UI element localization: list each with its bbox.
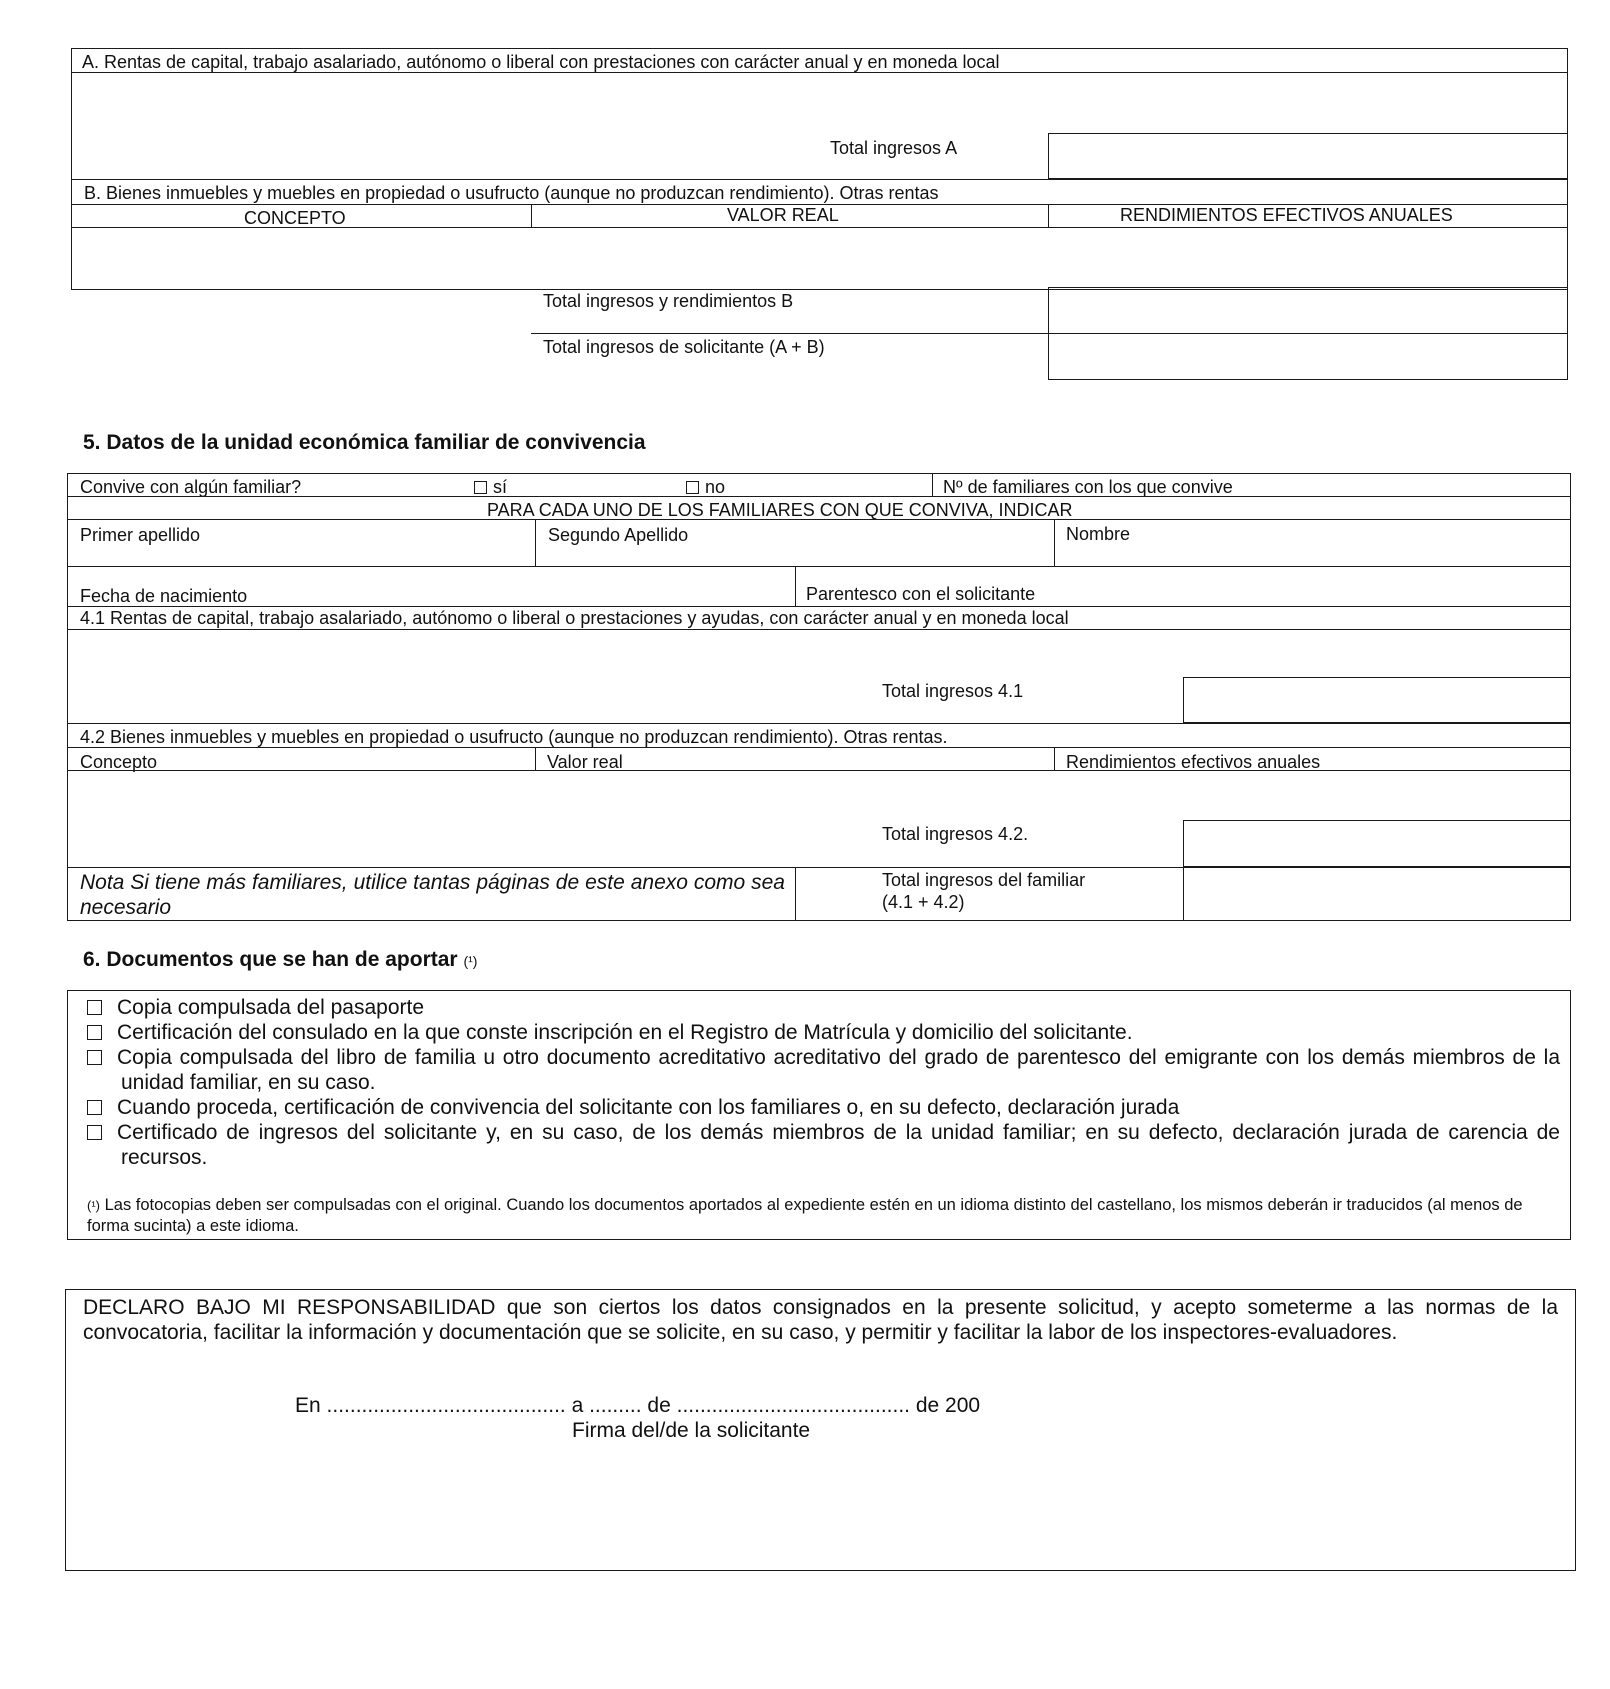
column-rendimientos: RENDIMIENTOS EFECTIVOS ANUALES	[1120, 205, 1453, 225]
sub42-total-label: Total ingresos 4.2.	[882, 824, 1029, 844]
option-no[interactable]	[686, 477, 725, 497]
divider	[71, 179, 1568, 180]
footnote-text: Las fotocopias deben ser compulsadas con el original. Cuando los documentos aportados al expediente estén en un idioma distinto del castellano, los mismos deberán ir traducidos (al menos de forma sucinta) a este idioma.	[87, 1196, 1523, 1235]
divider	[1054, 519, 1055, 566]
sub42-title: 4.2 Bienes inmuebles y muebles en propiedad o usufructo (aunque no produzcan rendimiento). Otras rentas.	[80, 727, 948, 747]
divider	[1048, 204, 1049, 227]
section-6-heading-text: 6. Documentos que se han de aportar	[83, 948, 458, 971]
divider	[67, 566, 1571, 567]
checkbox-yes-icon[interactable]	[474, 481, 487, 494]
checkbox-icon[interactable]	[87, 1100, 102, 1115]
lives-with-question: Convive con algún familiar?	[80, 477, 302, 497]
total-income-a-label: Total ingresos A	[830, 138, 958, 158]
document-item[interactable]	[87, 1020, 1560, 1045]
second-surname-label: Segundo Apellido	[548, 525, 689, 545]
total-income-b-label: Total ingresos y rendimientos B	[543, 291, 794, 311]
divider	[67, 496, 1571, 497]
first-surname-label: Primer apellido	[80, 525, 201, 545]
section-6-heading	[83, 948, 477, 972]
checkbox-icon[interactable]	[87, 1000, 102, 1015]
divider	[67, 519, 1571, 520]
date-place-line[interactable]: En ......................................... a ......... de ........................................ de 200	[295, 1394, 981, 1417]
footnote-mark: (¹)	[87, 1198, 100, 1213]
checkbox-icon[interactable]	[87, 1025, 102, 1040]
divider	[67, 629, 1571, 630]
option-yes-label: sí	[493, 477, 508, 497]
document-item[interactable]	[87, 1045, 1560, 1095]
divider	[67, 770, 1571, 771]
option-no-label: no	[705, 477, 726, 497]
num-relatives-label: Nº de familiares con los que convive	[943, 477, 1233, 497]
checkbox-no-icon[interactable]	[686, 481, 699, 494]
relative-total-label-line2: (4.1 + 4.2)	[882, 892, 965, 912]
sub42-total-field[interactable]	[1183, 820, 1571, 867]
relative-total-label-line1: Total ingresos del familiar	[882, 870, 1086, 890]
extra-relatives-note: Nota Si tiene más familiares, utilice tantas páginas de este anexo como sea necesario	[80, 871, 785, 919]
divider	[71, 227, 1568, 228]
section-b-title: B. Bienes inmuebles y muebles en propiedad o usufructo (aunque no produzcan rendimiento). Otras rentas	[84, 183, 939, 203]
sub41-title: 4.1 Rentas de capital, trabajo asalariado, autónomo o liberal o prestaciones y ayudas, con carácter anual y en moneda local	[80, 608, 1069, 628]
divider	[795, 566, 796, 606]
divider	[1054, 747, 1055, 770]
document-item-label: Certificado de ingresos del solicitante y, en su caso, de los demás miembros de la unidad familiar; en su defecto, declaración jurada de carencia de recursos.	[117, 1121, 1560, 1169]
option-yes[interactable]	[474, 477, 507, 497]
declaration-text: DECLARO BAJO MI RESPONSABILIDAD que son ciertos los datos consignados en la presente solicitud, y acepto someterme a las normas de la convocatoria, facilitar la información y documentación que se solicite, en su caso, y permitir y facilitar la labor de los inspectores-evaluadores.	[83, 1296, 1558, 1344]
documents-footnote	[87, 1195, 1555, 1236]
signature-label: Firma del/de la solicitante	[572, 1419, 811, 1442]
checkbox-icon[interactable]	[87, 1050, 102, 1065]
divider	[67, 867, 1571, 868]
column-concepto: CONCEPTO	[244, 208, 346, 228]
divider	[67, 723, 1571, 724]
divider	[71, 72, 1568, 73]
checkbox-icon[interactable]	[87, 1125, 102, 1140]
divider	[795, 867, 796, 921]
sub42-column-concepto: Concepto	[80, 752, 158, 772]
divider	[67, 606, 1571, 607]
divider	[535, 519, 536, 566]
column-valor-real: VALOR REAL	[727, 205, 839, 225]
sub42-column-rendimientos: Rendimientos efectivos anuales	[1066, 752, 1321, 772]
document-item-label: Copia compulsada del pasaporte	[117, 996, 425, 1019]
divider	[531, 204, 532, 227]
document-item[interactable]	[87, 1120, 1560, 1170]
divider	[67, 747, 1571, 748]
sub41-total-label: Total ingresos 4.1	[882, 681, 1024, 701]
relatives-instruction: PARA CADA UNO DE LOS FAMILIARES CON QUE CONVIVA, INDICAR	[487, 500, 1073, 520]
name-label: Nombre	[1066, 524, 1131, 544]
divider	[531, 333, 1048, 334]
document-item[interactable]	[87, 995, 1560, 1020]
section-6-heading-mark: (¹)	[463, 953, 478, 969]
sub41-total-field[interactable]	[1183, 677, 1571, 723]
divider	[932, 473, 933, 496]
document-item-label: Copia compulsada del libro de familia u otro documento acreditativo acreditativo del grado de parentesco del emigrante con los demás miembros de la unidad familiar, en su caso.	[117, 1046, 1560, 1094]
relationship-label: Parentesco con el solicitante	[806, 584, 1036, 604]
total-income-a-field[interactable]	[1048, 133, 1568, 179]
document-item[interactable]	[87, 1095, 1560, 1120]
sub42-column-valor-real: Valor real	[547, 752, 623, 772]
section-5-heading: 5. Datos de la unidad económica familiar de convivencia	[83, 431, 646, 454]
section-a-title: A. Rentas de capital, trabajo asalariado, autónomo o liberal con prestaciones con carácter anual y en moneda local	[82, 52, 1000, 72]
divider	[535, 747, 536, 770]
relative-total-field[interactable]	[1183, 867, 1184, 921]
documents-list	[87, 995, 1560, 1170]
document-item-label: Cuando proceda, certificación de convivencia del solicitante con los familiares o, en su defecto, declaración jurada	[117, 1096, 1180, 1119]
total-income-b-field[interactable]	[1048, 287, 1568, 334]
total-applicant-income-label: Total ingresos de solicitante (A + B)	[543, 337, 825, 357]
document-item-label: Certificación del consulado en la que conste inscripción en el Registro de Matrícula y domicilio del solicitante.	[117, 1021, 1133, 1044]
total-applicant-income-field[interactable]	[1048, 333, 1568, 380]
birth-date-label: Fecha de nacimiento	[80, 586, 248, 606]
